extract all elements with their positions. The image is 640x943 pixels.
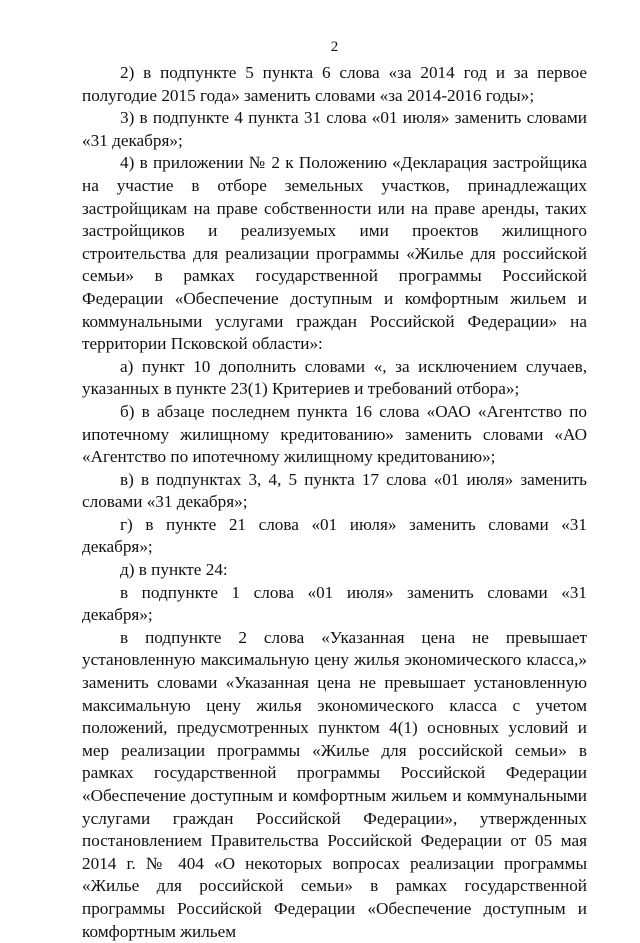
paragraph: а) пункт 10 дополнить словами «, за исключением случаев, указанных в пункте 23(1) Критериев и требований отбора»; <box>82 356 587 399</box>
paragraph: г) в пункте 21 слова «01 июля» заменить словами «31 декабря»; <box>82 514 587 557</box>
paragraph: в) в подпунктах 3, 4, 5 пункта 17 слова «01 июля» заменить словами «31 декабря»; <box>82 469 587 512</box>
page-number: 2 <box>330 39 339 55</box>
paragraph: в подпункте 2 слова «Указанная цена не превышает установленную максимальную цену жилья экономического класса,» заменить словами «Указанная цена не превышает установленную максимальную цену жилья экономического класса с учетом положений, предусмотренных пунктом 4(1) основных условий и мер реализации программы «Жилье для российской семьи» в рамках государственной программы Российской Федерации «Обеспечение доступным и комфортным жильем и коммунальными услугами граждан Российской Федерации», утвержденных постановлением Правительства Российской Федерации от 05 мая 2014 г. № 404 «О некоторых вопросах реализации программы «Жилье для российской семьи» в рамках государственной программы Российской Федерации «Обеспечение доступным и комфортным жильем <box>82 627 587 941</box>
paragraph: 4) в приложении № 2 к Положению «Декларация застройщика на участие в отборе земельных участков, принадлежащих застройщикам на праве собственности или на праве аренды, таких застройщиков и реализуемых ими проектов жилищного строительства для реализации программы «Жилье для российской семьи» в рамках государственной программы Российской Федерации «Обеспечение доступным и комфортным жильем и коммунальными услугами граждан Российской Федерации» на территории Псковской области»: <box>82 153 587 354</box>
paragraph: б) в абзаце последнем пункта 16 слова «ОАО «Агентство по ипотечному жилищному кредитованию» заменить словами «АО «Агентство по ипотечному жилищному кредитованию»; <box>82 401 587 467</box>
paragraph: 3) в подпункте 4 пункта 31 слова «01 июля» заменить словами «31 декабря»; <box>82 108 587 150</box>
document-body <box>82 62 587 943</box>
paragraph: д) в пункте 24: <box>120 560 228 580</box>
paragraph: 2) в подпункте 5 пункта 6 слова «за 2014 год и за первое полугодие 2015 года» заменить словами «за 2014-2016 годы»; <box>82 63 587 105</box>
paragraph: в подпункте 1 слова «01 июля» заменить словами «31 декабря»; <box>82 582 587 625</box>
